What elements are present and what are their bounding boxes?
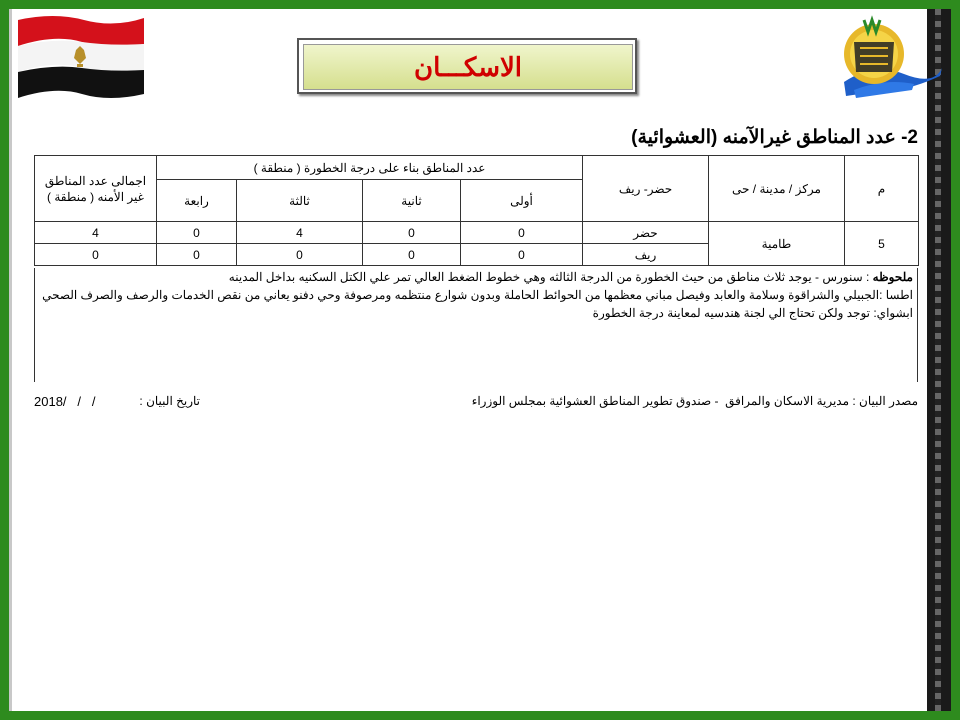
cell-fourth: 0 [157, 244, 237, 266]
title-banner [297, 38, 637, 94]
cell-total: 0 [35, 244, 157, 266]
cell-first: 0 [461, 244, 583, 266]
date-label: تاريخ البيان : [139, 394, 200, 408]
table-row [35, 222, 919, 244]
cell-first: 0 [461, 222, 583, 244]
section-title: 2- عدد المناطق غيرالآمنه (العشوائية) [631, 127, 918, 148]
date-value: 2018/ / / [34, 394, 96, 409]
left-border-line [9, 9, 12, 711]
cell-fourth: 0 [157, 222, 237, 244]
notes-label: ملحوظه [872, 270, 913, 284]
cell-num: 5 [845, 222, 919, 266]
right-film-strip [927, 9, 951, 711]
page-title: الاسكـــان [303, 44, 633, 90]
cell-second: 0 [363, 244, 461, 266]
cell-second: 0 [363, 222, 461, 244]
governorate-logo-icon [834, 12, 946, 104]
cell-total: 4 [35, 222, 157, 244]
notes-line-2: اطسا :الجبيلي والشراقوة وسلامة والعابد وفيصل مباني معظمها من الحوائط الحاملة وبدون شوارع منتظمه ومرصوفة وحي دفنو يعاني من نقص الخدمات والرصف والصرف الصحي [42, 288, 913, 302]
unsafe-areas-table [34, 155, 919, 266]
data-table-container [34, 155, 918, 266]
cell-third: 4 [237, 222, 363, 244]
header-num: م [845, 156, 919, 222]
header-center: مركز / مدينة / حى [709, 156, 845, 222]
notes-block [34, 268, 918, 382]
egypt-flag-icon [14, 12, 148, 100]
header-urban-rural: حضر- ريف [583, 156, 709, 222]
data-source: مصدر البيان : مديرية الاسكان والمرافق - صندوق تطوير المناطق العشوائية بمجلس الوزراء [471, 394, 918, 408]
cell-center: طامية [709, 222, 845, 266]
header-by-risk: عدد المناطق بناء على درجة الخطورة ( منطقة ) [157, 156, 583, 180]
notes-text-1: : سنورس - يوجد ثلاث مناطق من حيث الخطورة من الدرجة الثالثه وهي خطوط الضغط العالي تمر علي الكتل السكنيه بداخل المدينه [228, 270, 870, 284]
header-fourth: رابعة [157, 180, 237, 222]
cell-type: حضر [583, 222, 709, 244]
notes-line-3: ابشواي: توجد ولكن تحتاج الي لجنة هندسيه لمعاينة درجة الخطورة [592, 306, 913, 320]
header-first: أولى [461, 180, 583, 222]
cell-third: 0 [237, 244, 363, 266]
header-total: اجمالى عدد المناطق غير الأمنه ( منطقة ) [35, 156, 157, 222]
header-third: ثالثة [237, 180, 363, 222]
notes-line-1 [39, 268, 913, 286]
cell-type: ريف [583, 244, 709, 266]
header-second: ثانية [363, 180, 461, 222]
